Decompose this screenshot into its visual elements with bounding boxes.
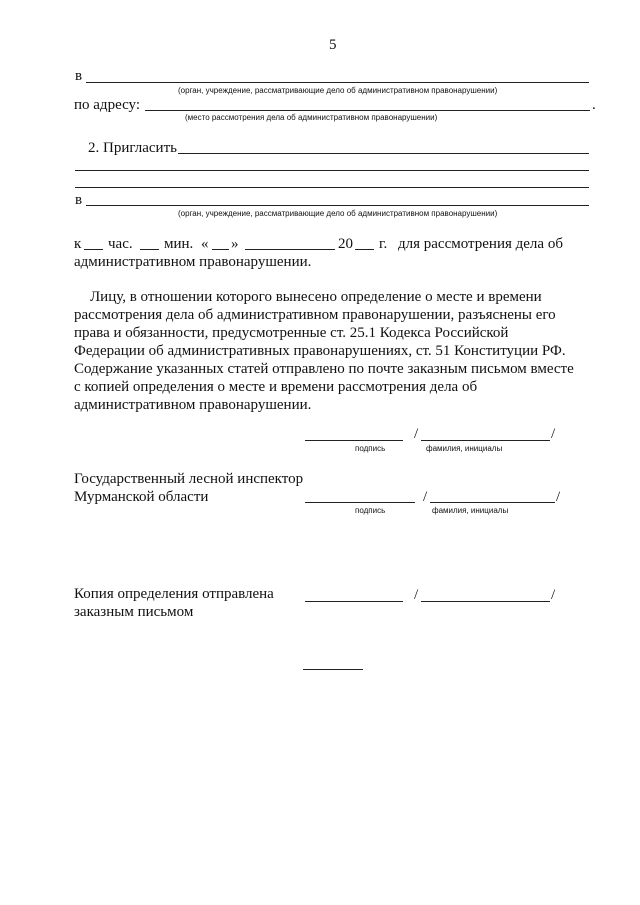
inspector-name-field[interactable] xyxy=(430,502,555,503)
org2-caption: (орган, учреждение, рассматривающие дело об административном правонарушении) xyxy=(178,209,498,218)
year-prefix: 20 xyxy=(338,236,353,252)
invite-field-line-1[interactable] xyxy=(178,153,589,154)
end-divider xyxy=(303,669,363,670)
copy-slash-end: / xyxy=(551,587,556,603)
month-field[interactable] xyxy=(245,249,335,250)
slash-1: / xyxy=(414,426,419,442)
notice-line-7: административном правонарушении. xyxy=(74,397,312,413)
inspector-title-2: Мурманской области xyxy=(74,489,209,505)
org-caption: (орган, учреждение, рассматривающие дело об административном правонарушении) xyxy=(178,86,498,95)
address-field-line[interactable] xyxy=(145,110,590,111)
notice-line-1: Лицу, в отношении которого вынесено определение о месте и времени xyxy=(90,289,542,305)
notice-line-2: рассмотрения дела об административном правонарушении, разъяснены его xyxy=(74,307,556,323)
copy-signature-field[interactable] xyxy=(305,601,403,602)
org-prefix: в xyxy=(75,68,83,84)
copy-name-field[interactable] xyxy=(421,601,550,602)
inspector-signature-caption: подпись xyxy=(355,506,386,515)
notice-line-3: права и обязанности, предусмотренные ст. 25.1 Кодекса Российской xyxy=(74,325,509,341)
notice-line-6: с копией определения о месте и времени рассмотрения дела об xyxy=(74,379,478,395)
time-hours: час. xyxy=(108,236,133,252)
quote-open: « xyxy=(201,236,209,252)
day-field[interactable] xyxy=(212,249,229,250)
page-number: 5 xyxy=(329,37,337,53)
inspector-signature-field[interactable] xyxy=(305,502,415,503)
invite-field-line-2[interactable] xyxy=(75,170,589,171)
invite-label: 2. Пригласить xyxy=(88,140,177,156)
notice-line-5: Содержание указанных статей отправлено по почте заказным письмом вместе xyxy=(74,361,574,377)
signature-caption-1: подпись xyxy=(355,444,386,453)
name-caption-1: фамилия, инициалы xyxy=(426,444,503,453)
invite-field-line-3[interactable] xyxy=(75,187,589,188)
inspector-slash: / xyxy=(423,489,428,505)
place-caption: (место рассмотрения дела об административном правонарушении) xyxy=(185,113,438,122)
purpose-text: для рассмотрения дела об xyxy=(398,236,563,252)
notice-paragraph xyxy=(74,288,598,414)
org-field-line[interactable] xyxy=(86,82,589,83)
time-k: к xyxy=(74,236,82,252)
name-field-1[interactable] xyxy=(421,440,550,441)
org2-prefix: в xyxy=(75,192,83,208)
signature-field-1[interactable] xyxy=(305,440,403,441)
slash-1-end: / xyxy=(551,426,556,442)
copy-title-2: заказным письмом xyxy=(74,604,194,620)
notice-line-4: Федерации об административных правонарушениях, ст. 51 Конституции РФ. xyxy=(74,343,566,359)
inspector-slash-end: / xyxy=(556,489,561,505)
copy-slash: / xyxy=(414,587,419,603)
inspector-name-caption: фамилия, инициалы xyxy=(432,506,509,515)
quote-close: » xyxy=(231,236,239,252)
purpose-text-2: административном правонарушении. xyxy=(74,254,312,270)
inspector-title-1: Государственный лесной инспектор xyxy=(74,471,304,487)
copy-title-1: Копия определения отправлена xyxy=(74,586,274,602)
year-suffix: г. xyxy=(379,236,388,252)
hours-field[interactable] xyxy=(84,249,103,250)
org2-field-line[interactable] xyxy=(86,205,589,206)
address-end: . xyxy=(592,97,596,113)
address-label: по адресу: xyxy=(74,97,141,113)
year-field[interactable] xyxy=(355,249,374,250)
minutes-field[interactable] xyxy=(140,249,159,250)
time-mins: мин. xyxy=(164,236,194,252)
